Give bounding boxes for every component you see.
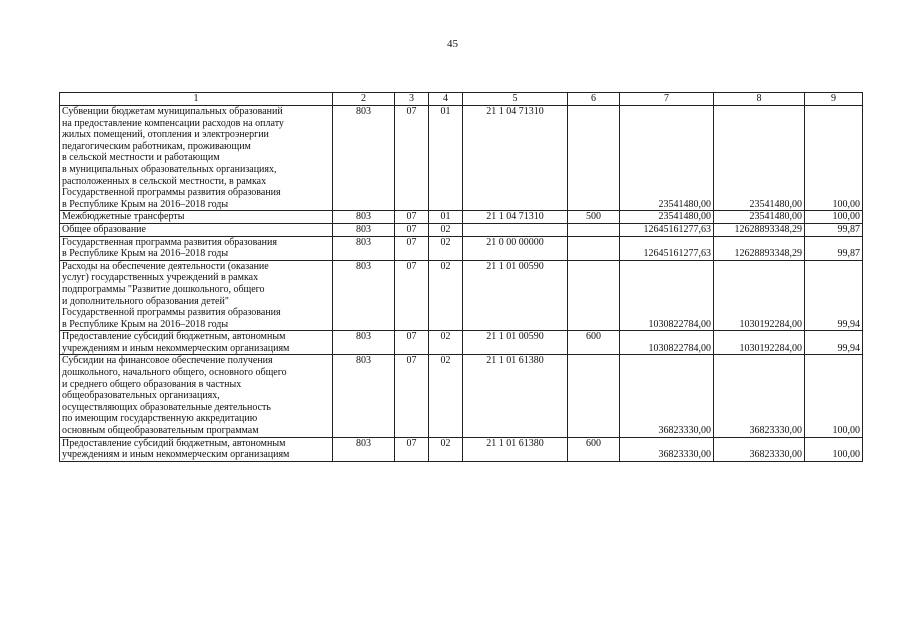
section-code-cell: 07 [395,236,429,260]
row-name-line: расположенных в сельской местности, в рамках [62,175,267,187]
row-name-cell [60,223,333,236]
target-article-cell: 21 0 00 00000 [463,236,568,260]
section-code-cell: 07 [395,211,429,224]
subsection-code-cell: 02 [429,331,463,355]
subsection-code-cell: 01 [429,106,463,211]
actual-amount-cell: 1030192284,00 [714,331,805,355]
row-name-line: подпрограммы "Развитие дошкольного, общего [62,283,265,295]
row-name-line: осуществляющих образовательные деятельность [62,401,271,413]
planned-amount-cell: 1030822784,00 [620,260,714,331]
column-header: 6 [568,93,620,106]
target-article-cell [463,223,568,236]
table-row [60,260,863,331]
target-article-cell: 21 1 01 00590 [463,260,568,331]
table-row [60,223,863,236]
column-header: 4 [429,93,463,106]
row-name-line: в Республике Крым на 2016–2018 годы [62,318,229,330]
execution-percent-cell: 100,00 [805,211,863,224]
row-name-line: общеобразовательных организациях, [62,390,220,402]
planned-amount-cell: 36823330,00 [620,437,714,461]
expense-type-cell [568,355,620,437]
row-name-cell [60,106,333,211]
ministry-code-cell: 803 [333,437,395,461]
expense-type-cell: 500 [568,211,620,224]
ministry-code-cell: 803 [333,355,395,437]
row-name-line: Расходы на обеспечение деятельности (оказание [62,260,269,272]
row-name-line: услуг) государственных учреждений в рамках [62,272,259,284]
row-name-line: Субсидии на финансовое обеспечение получения [62,355,273,367]
row-name-line: жилых помещений, отопления и электроэнергии [62,129,269,141]
row-name-cell [60,355,333,437]
row-name-line: Субвенции бюджетам муниципальных образований [62,106,283,117]
actual-amount-cell: 12628893348,29 [714,223,805,236]
target-article-cell: 21 1 01 61380 [463,355,568,437]
execution-percent-cell: 100,00 [805,355,863,437]
expense-type-cell: 600 [568,331,620,355]
expense-type-cell [568,236,620,260]
ministry-code-cell: 803 [333,260,395,331]
row-name-cell [60,260,333,331]
row-name-line: в Республике Крым на 2016–2018 годы [62,248,229,260]
row-name-line: основным общеобразовательным программам [62,425,259,437]
page-number: 45 [447,38,458,50]
column-header: 3 [395,93,429,106]
actual-amount-cell: 23541480,00 [714,211,805,224]
planned-amount-cell: 23541480,00 [620,106,714,211]
row-name-line: и дополнительного образования детей" [62,295,229,307]
section-code-cell: 07 [395,331,429,355]
section-code-cell: 07 [395,106,429,211]
execution-percent-cell: 99,94 [805,260,863,331]
subsection-code-cell: 02 [429,355,463,437]
table-row [60,331,863,355]
row-name-line: в сельской местности и работающим [62,152,220,164]
expense-type-cell [568,260,620,331]
section-code-cell: 07 [395,223,429,236]
expense-type-cell: 600 [568,437,620,461]
planned-amount-cell: 36823330,00 [620,355,714,437]
column-header: 1 [60,93,333,106]
execution-percent-cell: 99,87 [805,223,863,236]
target-article-cell: 21 1 04 71310 [463,106,568,211]
subsection-code-cell: 01 [429,211,463,224]
row-name-cell [60,236,333,260]
row-name-line: учреждениям и иным некоммерческим организациям [62,342,290,354]
actual-amount-cell: 36823330,00 [714,355,805,437]
row-name-cell [60,331,333,355]
subsection-code-cell: 02 [429,260,463,331]
ministry-code-cell: 803 [333,211,395,224]
table-header-row [60,93,863,106]
column-header: 9 [805,93,863,106]
expense-type-cell [568,106,620,211]
ministry-code-cell: 803 [333,331,395,355]
table-row [60,211,863,224]
row-name-cell [60,211,333,224]
subsection-code-cell: 02 [429,236,463,260]
row-name-line: Общее образование [62,223,146,235]
column-header: 5 [463,93,568,106]
target-article-cell: 21 1 04 71310 [463,211,568,224]
ministry-code-cell: 803 [333,223,395,236]
actual-amount-cell: 12628893348,29 [714,236,805,260]
row-name-line: Государственной программы развития образования [62,187,281,199]
column-header: 2 [333,93,395,106]
column-header: 8 [714,93,805,106]
actual-amount-cell: 1030192284,00 [714,260,805,331]
table-row [60,355,863,437]
row-name-line: Предоставление субсидий бюджетным, автономным [62,437,286,449]
row-name-line: Предоставление субсидий бюджетным, автономным [62,331,286,343]
row-name-line: по имеющим государственную аккредитацию [62,413,258,425]
section-code-cell: 07 [395,355,429,437]
row-name-line: Государственная программа развития образования [62,236,277,248]
row-name-line: в муниципальных образовательных организациях, [62,163,277,175]
section-code-cell: 07 [395,437,429,461]
table-row [60,236,863,260]
execution-percent-cell: 100,00 [805,437,863,461]
section-code-cell: 07 [395,260,429,331]
row-name-line: Государственной программы развития образования [62,307,281,319]
row-name-line: педагогическим работникам, проживающим [62,140,251,152]
row-name-line: на предоставление компенсации расходов на оплату [62,117,284,129]
row-name-line: в Республике Крым на 2016–2018 годы [62,198,229,210]
planned-amount-cell: 23541480,00 [620,211,714,224]
table-row [60,437,863,461]
execution-percent-cell: 99,94 [805,331,863,355]
actual-amount-cell: 23541480,00 [714,106,805,211]
column-header: 7 [620,93,714,106]
target-article-cell: 21 1 01 00590 [463,331,568,355]
actual-amount-cell: 36823330,00 [714,437,805,461]
row-name-line: Межбюджетные трансферты [62,211,185,223]
subsection-code-cell: 02 [429,437,463,461]
ministry-code-cell: 803 [333,106,395,211]
row-name-line: дошкольного, начального общего, основного общего [62,367,287,379]
row-name-cell [60,437,333,461]
budget-table [59,92,863,462]
expense-type-cell [568,223,620,236]
planned-amount-cell: 1030822784,00 [620,331,714,355]
table-row [60,106,863,211]
execution-percent-cell: 99,87 [805,236,863,260]
execution-percent-cell: 100,00 [805,106,863,211]
ministry-code-cell: 803 [333,236,395,260]
row-name-line: и среднего общего образования в частных [62,378,242,390]
target-article-cell: 21 1 01 61380 [463,437,568,461]
row-name-line: учреждениям и иным некоммерческим организациям [62,449,290,461]
subsection-code-cell: 02 [429,223,463,236]
planned-amount-cell: 12645161277,63 [620,223,714,236]
planned-amount-cell: 12645161277,63 [620,236,714,260]
